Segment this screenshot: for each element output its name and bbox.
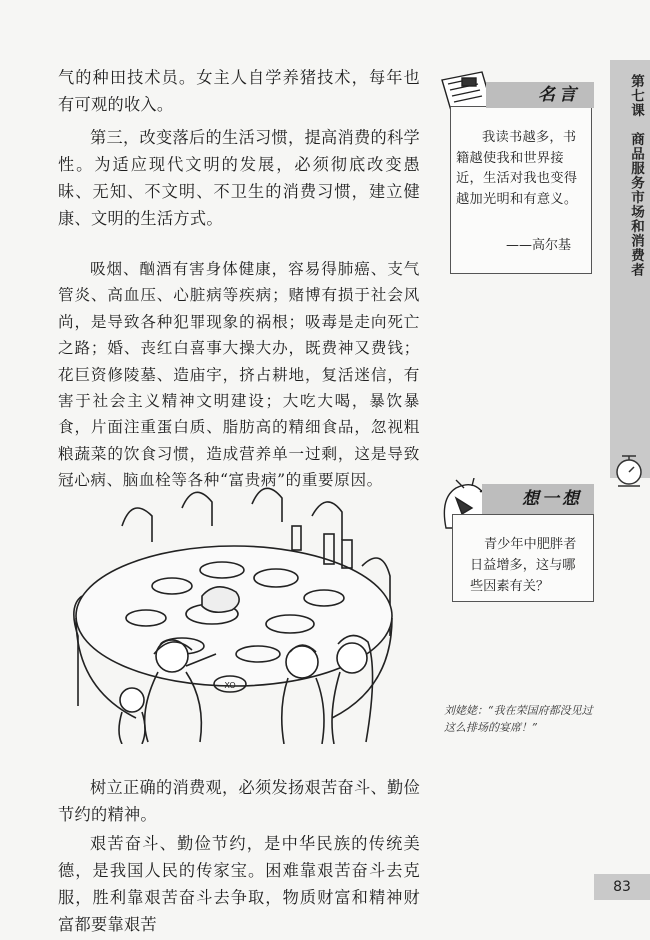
chapter-title: 第七课 商品服务市场和消费者 [628,74,644,277]
think-heading: 想一想 [482,484,594,514]
paragraph-5: 艰苦奋斗、勤俭节约，是中华民族的传统美德，是我国人民的传家宝。困难靠艰苦奋斗去克服，胜利靠艰苦奋斗去争取，物质财富和精神财富都要靠艰苦 [58,834,420,934]
paragraph-2: 第三，改变落后的生活习惯，提高消费的科学性。为适应现代文明的发展，必须彻底改变愚昧、无知、不文明、不卫生的消费习惯，建立健康、文明的生活方式。 [58,128,420,228]
quote-author: ——高尔基 [506,238,572,253]
page-number: 83 [594,874,650,900]
quote-heading: 名言 [486,82,594,108]
banquet-illustration [62,486,406,744]
quote-text: 我读书越多，书籍越使我和世界接近，生活对我也变得越加光明和有意义。 [456,130,578,207]
scale-icon [612,450,646,490]
plate-label: XO [224,681,236,690]
illustration-caption: 刘姥姥：“我在荣国府都没见过这么排场的宴席！” [444,704,593,734]
paragraph-1: 气的种田技术员。女主人自学养猪技术，每年也有可观的收入。 [58,68,420,114]
paragraph-3: 吸烟、酗酒有害身体健康，容易得肺癌、支气管炎、高血压、心脏病等疾病；赌博有损于社会风尚，是导致各种犯罪现象的祸根；吸毒是走向死亡之路；婚、丧红白喜事大操大办，既费神又费钱；花巨资修陵墓、造庙宇，挤占耕地，复活迷信，有害于社会主义精神文明建设；大吃大喝，暴饮暴食，片面注重蛋白质、脂肪高的精细食品，忽视粗粮蔬菜的饮食习惯，造成营养单一过剩，这是导致冠心病、脑血栓等各种“富贵病”的重要原因。 [58,260,420,490]
think-text: 青少年中肥胖者日益增多，这与哪些因素有关？ [470,537,577,594]
paragraph-4: 树立正确的消费观，必须发扬艰苦奋斗、勤俭节约的精神。 [58,778,420,824]
